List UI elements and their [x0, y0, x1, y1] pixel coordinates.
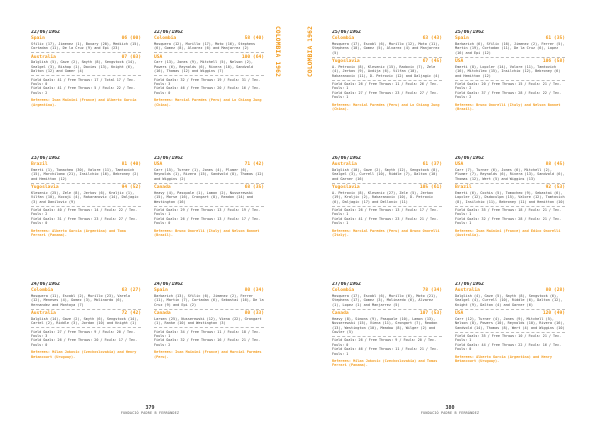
- team-score: 72 (42): [121, 311, 141, 317]
- team-name: USA: [455, 311, 464, 317]
- team-score: 88 (45): [545, 162, 565, 167]
- game-date: 22/06/1962: [31, 30, 60, 35]
- team-roster: Emerti (6), Cochis (5), Tomacheo (9), Sebastai (6), Lopcler (12), Dsdoculpm (15), Valore (12), Tamtovich (8), Insilchio (11), Bebroney (11) and Hemitton (10): [455, 190, 565, 204]
- game-date: 26/06/1962: [332, 156, 361, 161]
- team-score: 58 (40): [244, 36, 264, 41]
- game-date: 25/06/1962: [332, 30, 361, 35]
- divider: [31, 206, 141, 207]
- game-record: [455, 30, 565, 156]
- team-name: USA: [154, 162, 163, 167]
- game-stats: Field Goals: 41 / Free Throws: 23 / Fouls: 21 / Tec. Fouls: 1: [332, 216, 439, 226]
- game-stats: Field Goals: 29 / Free Throws: 13 / Fouls: 19 / Tec. Fouls: 1: [154, 208, 261, 217]
- referees: Referees: Alberto Garcia (Argentina) and Toma Ferrari (Panama).: [31, 228, 126, 238]
- side-label: COLOMBIA 1962: [307, 26, 314, 78]
- team-score: 68 (35): [244, 185, 264, 191]
- divider: [455, 57, 565, 58]
- game-record: [31, 282, 141, 408]
- team-score: 61 (37): [422, 162, 442, 167]
- divider: [154, 327, 264, 328]
- game-date: 27/06/1962: [332, 282, 361, 287]
- game-stats: Field Goals: 26 / Free Throws: 9 / Fouls: 20 / Tec. Fouls: 0: [332, 338, 437, 347]
- game-stats: Field Goals: 26 / Free Throws: 20 / Fouls: 17 / Tec. Fouls: 0: [31, 338, 138, 347]
- referees: Referees: Bruno Onorelli (Italy) and Nelson Bonnet (Brazil).: [154, 228, 260, 238]
- divider: [31, 75, 141, 76]
- team-score: 78 (34): [422, 288, 442, 293]
- divider: [455, 80, 565, 81]
- game-stats: Field Goals: 35 / Free Throws: 10 / Fouls: 21 / Tec. Fouls: 1: [455, 334, 562, 343]
- game-record: [455, 156, 565, 282]
- game-date: 25/06/1962: [455, 30, 484, 35]
- game-record: [31, 30, 141, 156]
- team-score: 67 (45): [422, 59, 442, 65]
- team-name: Spain: [31, 36, 45, 41]
- referees: Referees: Alberto Garcia (Argentina) and Henry Betancourt (Uruguay).: [455, 354, 552, 364]
- referees: Referees: Ivan Mainini (France) and Edico Onorelli (Australia).: [455, 228, 561, 238]
- page-number: 379: [145, 405, 155, 411]
- team-score: 71 (42): [244, 162, 264, 167]
- divider: [31, 327, 141, 328]
- team-score: 06 (00): [121, 36, 141, 41]
- team-roster: Dalglish (10), Gaze (2), Smyth (12), Sengstock (8), Sealgel (3), Currell (10), Riddle (7), Dalton (10) and Garner (16): [332, 167, 440, 181]
- page-number: 380: [445, 405, 455, 411]
- team-roster: Emerti (8), Lopcler (14), Valore (11), Tamtovich (16), Mitchileo (15), Insilchio (12), Bebroney (6) and Hemitton (12): [455, 64, 561, 78]
- team-roster: Emerti (1), Tomacheo (30), Valore (11), Tamtovich (15), Marchilomo (21), Insilchio (16), Bebroney (2) and Hemitton (12): [31, 167, 139, 181]
- team-score: 81 (40): [121, 162, 141, 167]
- game-stats: Field Goals: 27 / Free Throws: 23 / Fouls: 27 / Tec. Fouls: 1: [332, 90, 439, 100]
- game-date: 24/06/1962: [154, 282, 183, 287]
- team-roster: Mosquera (17), Escobl (6), Murillo (12), Moto (11), Stephens (10), Gomez (5), Alvarez (4) and Manjarrez (5): [332, 41, 440, 55]
- game-column: [31, 30, 141, 408]
- game-stats: Field Goals: 46 / Free Throws: 11 / Fouls: 21 / Tec. Fouls: 1: [332, 347, 439, 356]
- game-columns: [332, 30, 565, 408]
- team-roster: Sfilic (17), Jimenez (1), Bovary (20), Mediich (15), Cortadan (11), De la Cruz (9) and Epi (23): [31, 41, 141, 51]
- divider: [154, 183, 264, 184]
- team-name: USA: [455, 162, 464, 167]
- game-record: [455, 282, 565, 408]
- divider: [154, 52, 264, 53]
- divider: [332, 309, 442, 310]
- page-footer: [0, 405, 300, 415]
- team-name: Australia: [31, 54, 56, 60]
- referees: Referees: Milan Jokovic (Czechoslovakia) and Henry Betancourt (Uruguay).: [31, 350, 137, 359]
- game-stats: Field Goals: 32 / Free Throws: 28 / Fouls: 21 / Tec. Fouls: 1: [455, 216, 562, 226]
- team-name: Colombia: [332, 36, 355, 41]
- game-date: 22/06/1962: [154, 30, 183, 35]
- divider: [332, 183, 442, 184]
- game-stats: Field Goals: 44 / Free Throws: 22 / Fouls: 16 / Tec. Fouls: 0: [455, 342, 562, 352]
- team-score: 94 (52): [121, 185, 141, 191]
- divider: [31, 52, 141, 53]
- team-score: 107 (53): [419, 311, 442, 317]
- game-record: [31, 156, 141, 282]
- divider: [154, 206, 264, 207]
- game-stats: Field Goals: 37 / Free Throws: 28 / Fouls: 22 / Tec. Fouls: 2: [455, 90, 562, 100]
- game-date: 27/06/1962: [455, 282, 484, 287]
- foundation-name: FUNDACIÓ PADRE B FERRÁNDEZ: [420, 411, 480, 415]
- game-stats: Field Goals: 26 / Free Throws: 13 / Fouls: 17 / Tec. Fouls: 1: [332, 208, 439, 217]
- team-name: Colombia: [31, 288, 54, 293]
- team-roster: A. Petrovic (8), Klesenic (15), Radovic (7), Zele (4), Jerkov (9), Avdija (6), Vilfan (10), Rakaranovic (11), D. Petrovic (12) and Daljagic (4): [332, 64, 440, 78]
- referees: Referees: Marcial Paredes (Peru) and Lo Chiang Jung (China).: [332, 102, 440, 112]
- game-record: [154, 156, 264, 282]
- team-roster: Mosquera (11), Escobl (2), Murillo (23), Varela (12), Meneses (4), Gomez (3), Molinardo (6), Hernandez and Montoya (7): [31, 293, 131, 307]
- team-roster: Mosquera (17), Escobl (6), Murillo (6), Moto (21), Stephens (17), Gomez (3), Molinardo (6), Alvarez (1), Lopez (1) and Manjarrez (5): [332, 293, 438, 307]
- game-stats: Field Goals: 27 / Free Throws: 9 / Fouls: 20 / Tec. Fouls: 3: [31, 329, 136, 339]
- foundation-name: FUNDACIÓ PADRE B FERRÁNDEZ: [120, 411, 180, 415]
- referees: Referees: Ivan Mainini (France) and Marcial Paredes (Peru).: [154, 350, 262, 359]
- team-roster: Heavy (4), Pasquale (1), Lamon (2), Nusserewski (15), Morse (16), Crongart (8), Readon (14) and Westington (16): [154, 190, 254, 204]
- divider: [455, 183, 565, 184]
- team-roster: Dalglish (4), Gaze (5), Smyth (8), Sengstock (6), Sealgel (4), Currell (10), Riddle (6), Dalton (12), Knight (9), Dalton (4) and Garner (6): [455, 293, 563, 307]
- referees: Referees: Bruno Onorelli (Italy) and Nelson Bonnet (Brazil).: [455, 102, 561, 112]
- team-name: Brazil: [455, 185, 472, 191]
- game-record: [332, 282, 442, 408]
- game-record: [154, 282, 264, 408]
- team-score: 105 (61): [419, 185, 442, 191]
- game-stats: Field Goals: 35 / Free Throws: 18 / Fouls: 21 / Tec. Fouls: 1: [455, 208, 562, 217]
- team-score: 120 (49): [542, 311, 565, 317]
- game-stats: Field Goals: 41 / Free Throws: 17 / Total 17 / Tec. Fouls: 0: [31, 77, 136, 87]
- team-roster: Carr (15), Turner (1), Jones (4), Plumer (6), Reynolds (1), Rivera (15), Sandvold (8), Thomas (12) and Wiggins (2): [154, 167, 264, 181]
- team-roster: Heavy (8), Simons (9), Pasquale (10), Lamon (13), Nusserewski (15), Viena (11), Grongart (7), Readon (13), Westington (10), Meadow (8), Wilger (2) and Cowler (5): [332, 316, 438, 335]
- referees: Referees: Marcial Paredes (Peru) and Lo Chiang Jung (China).: [154, 98, 262, 107]
- team-name: Colombia: [332, 288, 355, 293]
- game-stats: Field Goals: 34 / Free Throws: 11 / Fouls: 18 / Tec. Fouls: 1: [154, 329, 261, 339]
- team-roster: Barbarich (6), Sfilic (16), Jimenez (2), Ferrer (5), Martin (19), Cortadan (11), De la Cruz (6), Lopez (16) and Epi (12): [455, 41, 565, 55]
- team-roster: Larsen (25), Nusserewski (12), Viena (22), Grongart (1), Ranke (10) and Westington (3): [154, 316, 262, 326]
- team-score: 80 (28): [545, 288, 565, 293]
- game-date: 24/06/1962: [31, 282, 60, 287]
- team-roster: Carr (12), Turner (4), Jones (9), Mitchell (5), Nelson (8), Powers (10), Reynolds (10), Rivera (16), Sandvold (14), Thomas (8), Wert (4) and Wiggins (10): [455, 316, 565, 330]
- game-date: 23/06/1962: [31, 156, 60, 161]
- team-name: Yugoslavia: [332, 59, 360, 65]
- team-score: 100 (64): [241, 54, 264, 60]
- game-stats: Field Goals: 41 / Free Throws: 5 / Fouls: 22 / Tec. Fouls: 2: [31, 86, 136, 95]
- referees: Referees: Ivan Mainini (France) and Alberto Garcia (Argentina).: [31, 98, 137, 107]
- divider: [455, 206, 565, 207]
- team-score: 92 (53): [545, 185, 565, 191]
- game-stats: Field Goals: 32 / Free Throws: 16 / Fouls: 21 / Tec. Fouls: 2: [154, 338, 261, 347]
- team-name: Australia: [31, 311, 56, 317]
- team-score: 80 (33): [244, 311, 264, 317]
- team-name: Canada: [332, 311, 349, 317]
- game-date: 26/06/1962: [455, 156, 484, 161]
- divider: [31, 309, 141, 310]
- game-column: [332, 30, 442, 408]
- team-score: 61 (35): [545, 36, 565, 41]
- game-stats: Field Goals: 31 / Free Throws: 23 / Fouls: 27 / Tec. Fouls: 0: [31, 216, 138, 226]
- team-name: USA: [455, 59, 464, 65]
- divider: [154, 309, 264, 310]
- game-columns: [31, 30, 264, 408]
- game-stats: Field Goals: 26 / Free Throws: 13 / Fouls: 17 / Tec. Fouls: 0: [154, 216, 261, 226]
- divider: [332, 336, 442, 337]
- team-name: Brazil: [31, 162, 48, 167]
- team-name: USA: [154, 54, 163, 60]
- game-stats: Field Goals: 32 / Free Throws: 19 / Fouls: 31 / Tec. Fouls: 3: [154, 77, 261, 87]
- team-roster: Dalglish (14), Gaze (2), Smyth (6), Sengstock (14), Cartel (2), Riddle (3), Jordan (10) and Knight (1): [31, 316, 139, 326]
- team-name: Canada: [154, 185, 171, 191]
- right-page: [300, 0, 600, 424]
- divider: [332, 206, 442, 207]
- game-column: [455, 30, 565, 408]
- team-roster: Dalglish (5), Gaze (2), Smyth (8), Sengstock (14), Sealgel (3), Bishop (1), Davies (13), Knight (6), Dalton (12) and Gamer (4): [31, 60, 137, 74]
- game-record: [154, 30, 264, 156]
- team-roster: Carr (7), Turner (6), Jones (6), Mitchell (2), Plumer (7), Reynolds (6), Rivera (13), Sandvold (6), Thomas (12), Wert (5) and Wiggins (13): [455, 167, 565, 181]
- team-score: 07 (03): [121, 54, 141, 60]
- divider: [332, 57, 442, 58]
- team-score: 63 (27): [121, 288, 141, 293]
- referees: Referees: Marcial Paredes (Peru) and Bruno Onorelli (Italy).: [332, 228, 440, 238]
- team-name: Yugoslavia: [332, 185, 360, 191]
- game-stats: Field Goals: 46 / Free Throws: 20 / Fouls: 16 / Tec. Fouls: 0: [154, 86, 261, 95]
- team-roster: Mosquera (12), Murillo (17), Moto (16), Stephens (6), Gomez (8), Alvarez (6) and Manjarrez (2): [154, 41, 256, 51]
- game-date: 23/06/1962: [154, 156, 183, 161]
- game-stats: Field Goals: 26 / Free Throws: 11 / Fouls: 26 / Tec. Fouls: 1: [332, 82, 439, 91]
- game-column: [154, 30, 264, 408]
- team-roster: Carr (13), Jones (9), Mitchell (5), Nelson (2), Powers (6), Reynolds (6), Rivera (10), Sandvold (16), Thomas (12) and Wiggins (7): [154, 60, 254, 74]
- team-roster: Barbarich (13), Sfilic (6), Jimenez (2), Ferrer (11), Martin (7), Cortadan (6), Sebastai (16), De la Cruz (9) and Epi (2): [154, 293, 264, 307]
- game-record: [332, 156, 442, 282]
- page-footer: [300, 405, 600, 415]
- team-name: Colombia: [154, 36, 177, 41]
- divider: [31, 183, 141, 184]
- team-score: 106 (58): [542, 59, 565, 65]
- team-name: Australia: [332, 162, 357, 167]
- divider: [154, 75, 264, 76]
- team-name: Yugoslavia: [31, 185, 59, 191]
- team-score: 80 (34): [244, 288, 264, 293]
- team-roster: Klesenic (25), Zele (8), Jerkov (6), Kraljic (1), Vilfan (10), Kocaji (4), Rakaranovic (14), Daljagic (3) and Danilovic (9): [31, 190, 139, 204]
- side-label: COLOMBIA 1962: [274, 26, 281, 78]
- team-roster: A. Petrovic (8), Klesenic (27), Zele (5), Jerkov (19), Kraljic (2), Rakaranovic (10), D. Petrovic (6), Daljagic (17) and Dellonic (11): [332, 190, 434, 204]
- divider: [455, 309, 565, 310]
- referees: Referees: Milan Jokovic (Czechoslovakia) and Tomas Ferrari (Panama).: [332, 359, 438, 368]
- team-name: Australia: [455, 288, 480, 293]
- game-stats: Field Goals: 20 / Free Throws: 15 / Fouls: 21 / Tec. Fouls: 2: [455, 82, 562, 91]
- team-name: Canada: [154, 311, 171, 317]
- team-name: Spain: [455, 36, 469, 41]
- team-name: Spain: [154, 288, 168, 293]
- divider: [455, 332, 565, 333]
- game-stats: Field Goals: 40 / Free Throws: 14 / Fouls: 22 / Tec. Fouls: 2: [31, 208, 138, 217]
- team-score: 63 (43): [422, 36, 442, 41]
- divider: [332, 80, 442, 81]
- game-record: [332, 30, 442, 156]
